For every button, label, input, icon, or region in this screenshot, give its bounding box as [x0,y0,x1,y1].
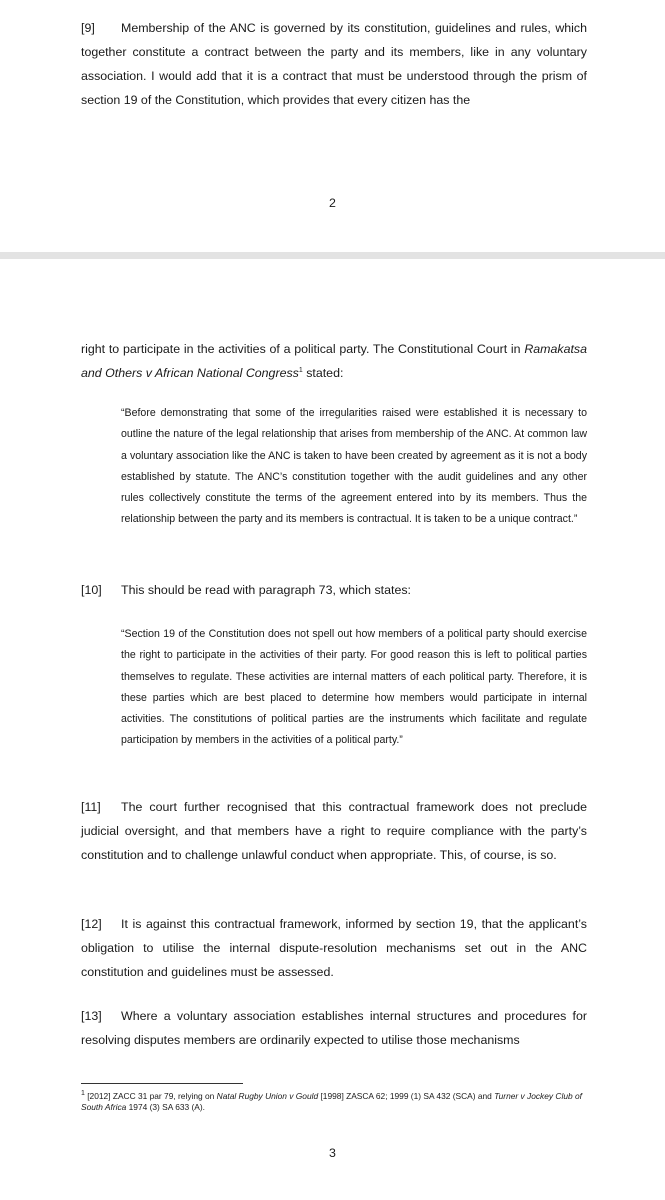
paragraph-9 [81,16,587,112]
document-page-2 [0,0,665,252]
continuation-text-end: stated: [302,366,344,380]
footnote-text: 1974 (3) SA 633 (A). [126,1102,205,1112]
page-separator [0,252,665,259]
case-citation: Ramakatsa and Others v African National Congress [81,342,587,380]
paragraph-text: Where a voluntary association establishes internal structures and procedures for resolving disputes members are ordinarily expected to utilise those mechanisms [81,1009,587,1047]
paragraph-number: [13] [81,1009,102,1023]
paragraph-11 [81,795,587,867]
paragraph-text: The court further recognised that this contractual framework does not preclude judicial oversight, and that members have a right to require compliance with the party’s constitution and to challenge unlawful conduct when appropriate. This, of course, is so. [81,800,587,862]
footnote-marker: 1 [81,1090,85,1098]
paragraph-number: [10] [81,583,102,597]
page-number: 3 [329,1146,336,1160]
footnote-case-citation: Natal Rugby Union v Gould [216,1091,319,1101]
footnote-separator [81,1083,243,1084]
paragraph-9-continuation [81,337,587,385]
paragraph-number: [9] [81,21,95,35]
paragraph-text: It is against this contractual framework, informed by section 19, that the applicant’s obligation to utilise the internal dispute-resolution mechanisms set out in the ANC constitution and guidelines must be assessed. [81,917,587,979]
page-number: 2 [329,196,336,210]
footnote-case-citation: Turner v Jockey Club of South Africa [81,1091,582,1112]
paragraph-10 [81,578,587,602]
continuation-text: right to participate in the activities of a political party. The Constitutional Court in [81,342,525,356]
block-quote-2: “Section 19 of the Constitution does not spell out how members of a political party should exercise the right to participate in the activities of their party. For good reason this is left to political parties themselves to regulate. These activities are internal matters of each political party. Therefore, it is these parties which are best placed to determine how members would participate in internal activities. The constitutions of political parties are the instruments which facilitate and regulate participation by members in the activities of a political party.” [121,628,587,747]
footnote-text: [2012] ZACC 31 par 79, relying on [84,1091,217,1101]
paragraph-13 [81,1004,587,1052]
paragraph-12 [81,912,587,984]
footnote-text: [1998] ZASCA 62; 1999 (1) SA 432 (SCA) and [318,1091,495,1101]
document-page-3 [0,259,665,1200]
footnote-1 [81,1091,587,1113]
block-quote-1: “Before demonstrating that some of the irregularities raised were established it is necessary to outline the nature of the legal relationship that arises from membership of the ANC. At common law a voluntary association like the ANC is taken to have been created by agreement as it is not a body established by statute. The ANC’s constitution together with the audit guidelines and any other rules collectively constitute the terms of the agreement entered into by its members. Thus the relationship between the party and its members is contractual. It is taken to be a unique contract.” [121,407,587,526]
footnote-reference: 1 [298,366,303,374]
paragraph-text: Membership of the ANC is governed by its constitution, guidelines and rules, which together constitute a contract between the party and its members, like in any voluntary association. I would add that it is a contract that must be understood through the prism of section 19 of the Constitution, which provides that every citizen has the [81,21,587,107]
paragraph-text: This should be read with paragraph 73, which states: [121,583,411,597]
paragraph-number: [11] [81,800,101,814]
paragraph-number: [12] [81,917,102,931]
